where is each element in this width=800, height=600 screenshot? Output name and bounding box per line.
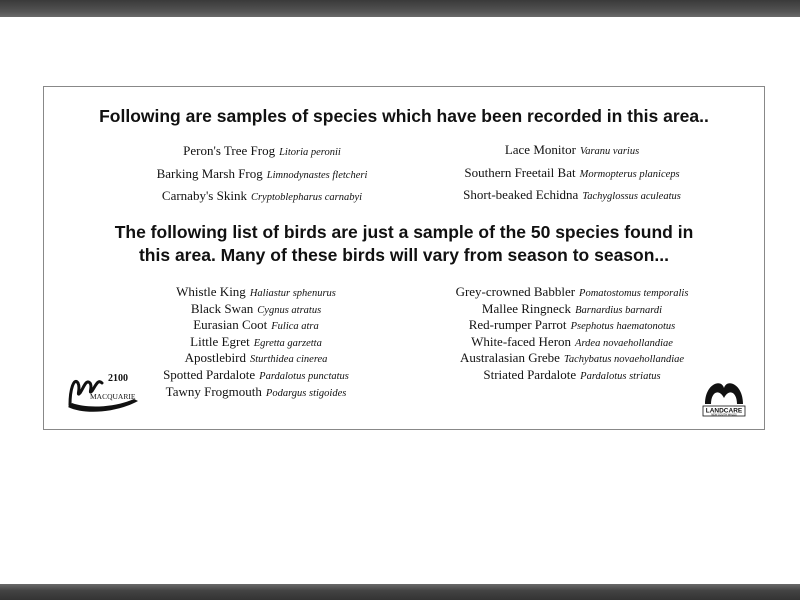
scientific-name: Sturthidea cinerea <box>249 354 328 366</box>
macquarie-2100-logo <box>64 369 144 413</box>
species-row <box>122 163 402 186</box>
species-row <box>122 140 402 163</box>
species-heading: Following are samples of species which have been recorded in this area.. <box>99 106 709 126</box>
common-name: Southern Freetail Bat <box>464 164 576 180</box>
scientific-name: Fulica atra <box>271 321 319 333</box>
common-name: Peron's Tree Frog <box>183 143 276 158</box>
common-name: Short-beaked Echidna <box>463 187 579 202</box>
birds-list-right <box>442 284 702 384</box>
common-name: Barking Marsh Frog <box>156 165 263 181</box>
common-name: Striated Pardalote <box>483 366 577 382</box>
species-row <box>136 384 376 401</box>
birds-heading-line-2: this area. Many of these birds will vary from season to season... <box>138 245 670 265</box>
common-name: Lace Monitor <box>504 142 576 157</box>
common-name: Apostlebird <box>184 350 246 366</box>
scientific-name: Haliastur sphenurus <box>249 288 336 299</box>
scientific-name: Barnardius barnardi <box>575 304 663 316</box>
birds-list-left <box>136 284 376 400</box>
species-row <box>437 184 707 207</box>
scientific-name: Varanu varius <box>579 146 640 157</box>
species-row <box>442 284 702 301</box>
common-name: Red-rumper Parrot <box>468 317 567 333</box>
scientific-name: Limnodynastes fletcheri <box>266 169 368 181</box>
species-row <box>136 317 376 334</box>
common-name: Mallee Ringneck <box>481 300 572 316</box>
top-frame-bar <box>0 0 800 17</box>
common-name: Spotted Pardalote <box>163 366 256 382</box>
scientific-name: Psephotus haematonotus <box>570 321 676 333</box>
common-name: Little Egret <box>190 333 250 349</box>
svg-text:LANDCARE: LANDCARE <box>705 407 743 415</box>
birds-heading <box>44 221 764 267</box>
svg-text:2100: 2100 <box>108 373 128 384</box>
scientific-name: Pomatostomus temporalis <box>579 288 689 299</box>
svg-text:NEW SOUTH WALES: NEW SOUTH WALES <box>711 413 737 417</box>
common-name: Grey-crowned Babbler <box>455 284 576 299</box>
species-row <box>437 139 707 162</box>
common-name: Carnaby's Skink <box>161 188 247 203</box>
scientific-name: Litoria peronii <box>279 147 341 158</box>
scientific-name: Egretta garzetta <box>253 337 322 349</box>
common-name: Tawny Frogmouth <box>165 383 262 399</box>
species-list-right <box>437 139 707 207</box>
species-row <box>442 334 702 351</box>
scientific-name: Tachyglossus aculeatus <box>582 191 681 202</box>
common-name: Australasian Grebe <box>459 350 560 366</box>
species-row <box>136 367 376 384</box>
species-row <box>437 162 707 185</box>
scientific-name: Mormopterus planiceps <box>579 168 680 180</box>
species-sign-panel <box>43 86 765 430</box>
bottom-frame-bar <box>0 584 800 600</box>
scientific-name: Podargus stigoides <box>265 387 347 399</box>
scientific-name: Pardalotus striatus <box>580 370 661 382</box>
birds-heading-line-1: The following list of birds are just a sample of the 50 species found in <box>114 222 694 242</box>
svg-text:MACQUARIE: MACQUARIE <box>90 392 136 401</box>
species-row <box>136 350 376 367</box>
scientific-name: Tachybatus novaehollandiae <box>563 354 685 366</box>
species-list-left <box>122 140 402 208</box>
species-row <box>136 301 376 318</box>
species-row <box>136 284 376 301</box>
species-row <box>442 317 702 334</box>
scientific-name: Ardea novaehollandiae <box>575 337 673 349</box>
common-name: Eurasian Coot <box>193 317 268 333</box>
common-name: Whistle King <box>176 284 246 299</box>
scientific-name: Pardalotus punctatus <box>259 370 349 382</box>
landcare-logo <box>701 374 747 420</box>
species-row <box>122 185 402 208</box>
scientific-name: Cygnus atratus <box>257 304 322 316</box>
species-row <box>442 350 702 367</box>
common-name: White-faced Heron <box>471 333 572 349</box>
species-row <box>442 301 702 318</box>
species-row <box>136 334 376 351</box>
species-row <box>442 367 702 384</box>
scientific-name: Cryptoblepharus carnabyi <box>250 192 363 203</box>
common-name: Black Swan <box>190 300 254 316</box>
